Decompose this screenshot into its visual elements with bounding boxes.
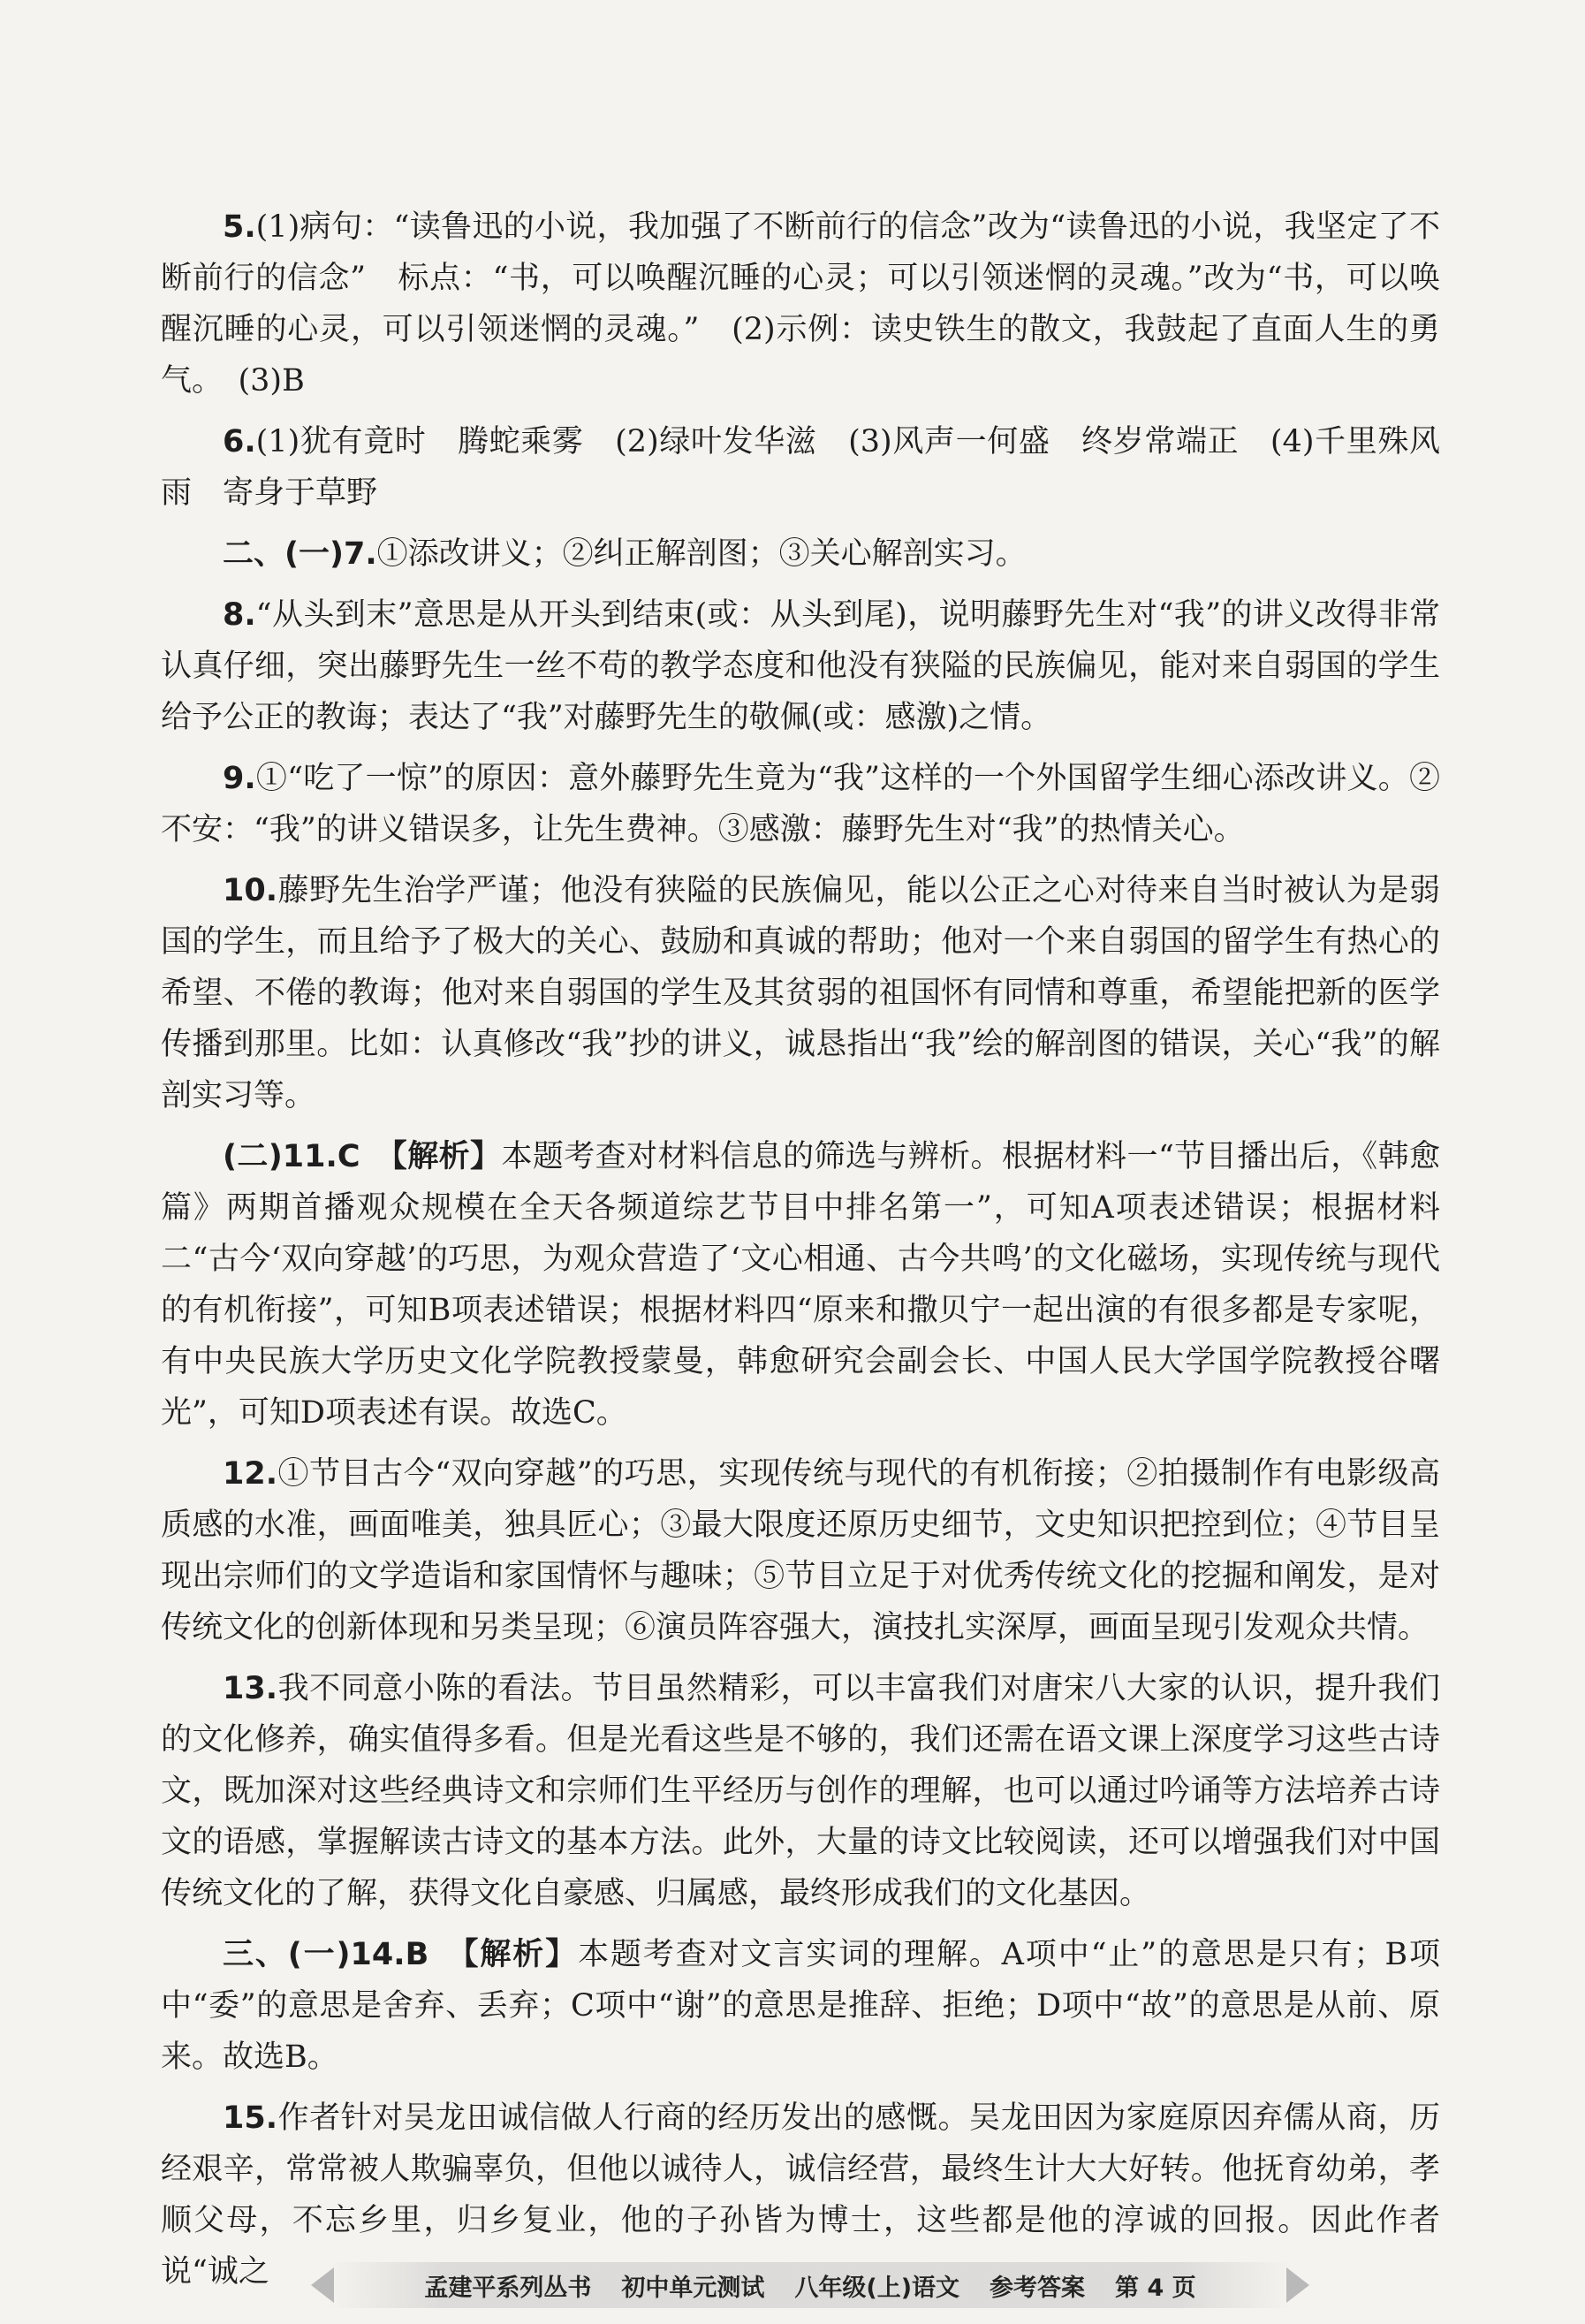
right-arrow-ornament-icon <box>1286 2267 1309 2303</box>
answer-text: (1)犹有竟时 腾蛇乘雾 (2)绿叶发华滋 (3)风声一何盛 终岁常端正 (4)千里殊风雨 寄身于草野 <box>161 424 1440 511</box>
answer-text: 藤野先生治学严谨；他没有狭隘的民族偏见，能以公正之心对待来自当时被认为是弱国的学生，而且给予了极大的关心、鼓励和真诚的帮助；他对一个来自弱国的留学生有热心的希望、不倦的教诲；他对来自弱国的学生及其贫弱的祖国怀有同情和尊重，希望能把新的医学传播到那里。比如：认真修改“我”抄的讲义，诚恳指出“我”绘的解剖图的错误，关心“我”的解剖实习等。 <box>161 873 1440 1113</box>
page-footer <box>329 2262 1292 2308</box>
answer-paragraph <box>161 528 1440 580</box>
question-number: 15. <box>223 2100 278 2136</box>
answer-paragraph <box>161 201 1440 406</box>
question-number: 5. <box>223 209 256 245</box>
page-number: 第 4 页 <box>1115 2274 1196 2302</box>
question-number: 10. <box>223 873 278 908</box>
question-number: 三、(一)14. <box>223 1937 406 1972</box>
answer-paragraph <box>161 416 1440 519</box>
answer-paragraph <box>161 753 1440 855</box>
answer-text: (1)病句：“读鲁迅的小说，我加强了不断前行的信念”改为“读鲁迅的小说，我坚定了不断前行的信念” 标点：“书，可以唤醒沉睡的心灵；可以引领迷惘的灵魂。”改为“书，可以唤醒沉睡的心灵，可以引领迷惘的灵魂。” (2)示例：读史铁生的散文，我鼓起了直面人生的勇气。 (3)B <box>161 209 1440 399</box>
question-number: 13. <box>223 1671 278 1706</box>
answer-text: 本题考查对文言实词的理解。A项中“止”的意思是只有；B项中“委”的意思是舍弃、丢弃；C项中“谢”的意思是推辞、拒绝；D项中“故”的意思是从前、原来。故选B。 <box>161 1937 1440 2075</box>
question-number: 12. <box>223 1456 278 1492</box>
answer-tag: C 【解析】 <box>337 1139 502 1174</box>
answer-text: 我不同意小陈的看法。节目虽然精彩，可以丰富我们对唐宋八大家的认识，提升我们的文化修养，确实值得多看。但是光看这些是不够的，我们还需在语文课上深度学习这些古诗文，既加深对这些经典诗文和宗师们生平经历与创作的理解，也可以通过吟诵等方法培养古诗文的语感，掌握解读古诗文的基本方法。此外，大量的诗文比较阅读，还可以增强我们对中国传统文化的了解，获得文化自豪感、归属感，最终形成我们的文化基因。 <box>161 1671 1440 1911</box>
answer-paragraph <box>161 865 1440 1121</box>
answer-text: ①添改讲义；②纠正解剖图；③关心解剖实习。 <box>376 536 1027 572</box>
answer-text: 本题考查对材料信息的筛选与辨析。根据材料一“节目播出后，《韩愈篇》两期首播观众规模在全天各频道综艺节目中排名第一”，可知A项表述错误；根据材料二“古今‘双向穿越’的巧思，为观众营造了‘文心相通、古今共鸣’的文化磁场，实现传统与现代的有机衔接”，可知B项表述错误；根据材料四“原来和撒贝宁一起出演的有很多都是专家呢，有中央民族大学历史文化学院教授蒙曼，韩愈研究会副会长、中国人民大学国学院教授谷曙光”，可知D项表述有误。故选C。 <box>161 1139 1440 1431</box>
question-number: 8. <box>223 597 256 633</box>
answer-text: ①“吃了一惊”的原因：意外藤野先生竟为“我”这样的一个外国留学生细心添改讲义。②不安：“我”的讲义错误多，让先生费神。③感激：藤野先生对“我”的热情关心。 <box>161 761 1440 847</box>
question-number: 6. <box>223 424 256 459</box>
answer-paragraph <box>161 1131 1440 1439</box>
answer-paragraph <box>161 1663 1440 1919</box>
answer-text: ①节目古今“双向穿越”的巧思，实现传统与现代的有机衔接；②拍摄制作有电影级高质感的水准，画面唯美，独具匠心；③最大限度还原历史细节，文史知识把控到位；④节目呈现出宗师们的文学造诣和家国情怀与趣味；⑤节目立足于对优秀传统文化的挖掘和阐发，是对传统文化的创新体现和另类呈现；⑥演员阵容强大，演技扎实深厚，画面呈现引发观众共情。 <box>161 1456 1440 1645</box>
left-arrow-ornament-icon <box>311 2267 334 2303</box>
question-number: 9. <box>223 761 256 796</box>
grade-subject: 八年级(上)语文 <box>794 2274 960 2302</box>
question-number: 二、(一)7. <box>223 536 377 572</box>
answer-text: 作者针对吴龙田诚信做人行商的经历发出的感慨。吴龙田因为家庭原因弃儒从商，历经艰辛，常常被人欺骗辜负，但他以诚待人，诚信经营，最终生计大大好转。他抚育幼弟，孝顺父母，不忘乡里，归乡复业，他的子孙皆为博士，这些都是他的淳诚的回报。因此作者说“诚之 <box>161 2100 1440 2290</box>
answer-paragraph <box>161 1929 1440 2083</box>
answer-tag: B 【解析】 <box>405 1937 579 1972</box>
book-series: 孟建平系列丛书 <box>424 2274 592 2302</box>
answer-content <box>161 201 1440 2307</box>
answer-paragraph <box>161 589 1440 743</box>
answer-text: “从头到末”意思是从开头到结束(或：从头到尾)，说明藤野先生对“我”的讲义改得非常认真仔细，突出藤野先生一丝不苟的教学态度和他没有狭隘的民族偏见，能对来自弱国的学生给予公正的教诲；表达了“我”对藤野先生的敬佩(或：感激)之情。 <box>161 597 1440 735</box>
section-label: 参考答案 <box>990 2274 1086 2302</box>
question-number: (二)11. <box>223 1139 337 1174</box>
book-title: 初中单元测试 <box>621 2274 765 2302</box>
answer-paragraph <box>161 1448 1440 1653</box>
